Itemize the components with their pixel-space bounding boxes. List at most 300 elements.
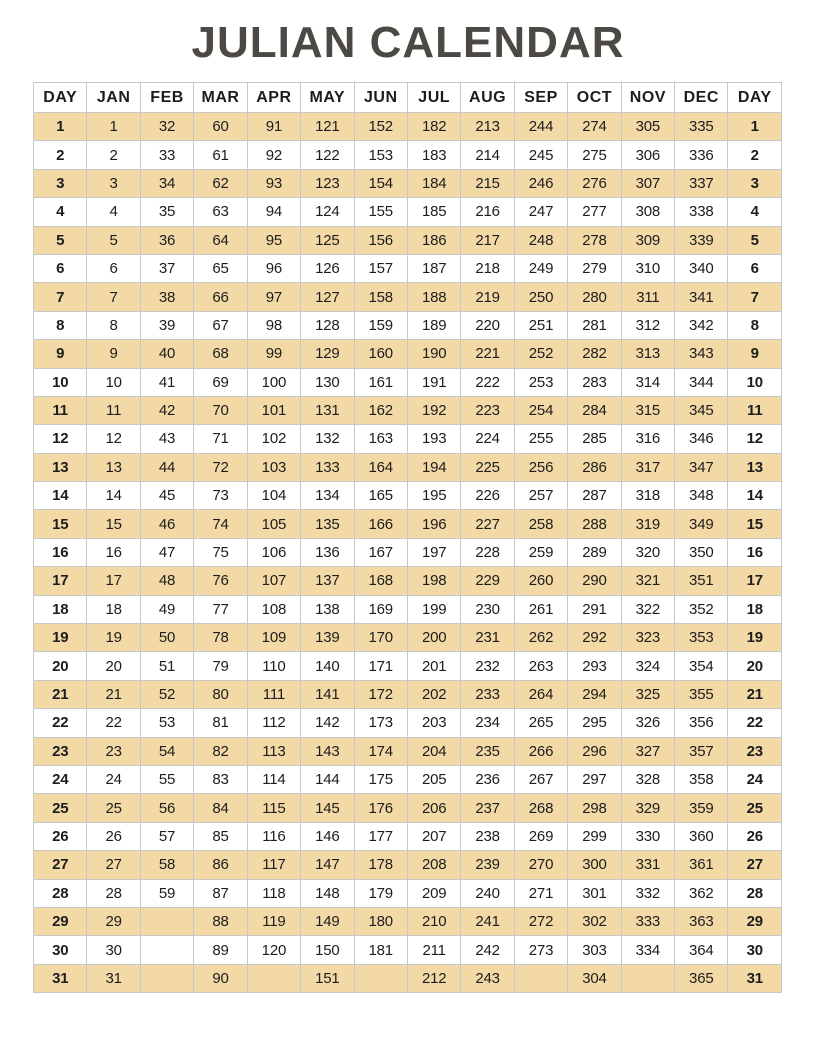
cell-oct-11: 284	[568, 396, 621, 424]
cell-jan-27: 27	[87, 851, 140, 879]
cell-nov-2: 306	[621, 141, 674, 169]
day-cell-right-3: 3	[728, 169, 782, 197]
cell-jul-26: 207	[407, 822, 460, 850]
cell-aug-27: 239	[461, 851, 514, 879]
cell-jun-1: 152	[354, 113, 407, 141]
cell-may-24: 144	[301, 765, 354, 793]
day-cell-right-21: 21	[728, 680, 782, 708]
cell-jan-13: 13	[87, 453, 140, 481]
cell-may-20: 140	[301, 652, 354, 680]
cell-sep-14: 257	[514, 482, 567, 510]
cell-sep-28: 271	[514, 879, 567, 907]
table-row-day-26	[34, 822, 782, 850]
cell-sep-7: 250	[514, 283, 567, 311]
cell-jul-7: 188	[407, 283, 460, 311]
cell-sep-1: 244	[514, 113, 567, 141]
cell-nov-26: 330	[621, 822, 674, 850]
cell-may-25: 145	[301, 794, 354, 822]
cell-jul-16: 197	[407, 538, 460, 566]
cell-jul-1: 182	[407, 113, 460, 141]
cell-may-19: 139	[301, 624, 354, 652]
cell-nov-4: 308	[621, 198, 674, 226]
cell-aug-22: 234	[461, 709, 514, 737]
cell-oct-6: 279	[568, 254, 621, 282]
day-cell-right-10: 10	[728, 368, 782, 396]
cell-jan-15: 15	[87, 510, 140, 538]
header-row	[34, 83, 782, 113]
day-cell-left-22: 22	[34, 709, 87, 737]
cell-apr-14: 104	[247, 482, 300, 510]
cell-mar-20: 79	[194, 652, 247, 680]
cell-mar-15: 74	[194, 510, 247, 538]
cell-oct-9: 282	[568, 340, 621, 368]
cell-nov-17: 321	[621, 567, 674, 595]
cell-nov-6: 310	[621, 254, 674, 282]
cell-aug-7: 219	[461, 283, 514, 311]
cell-sep-27: 270	[514, 851, 567, 879]
column-header-nov: NOV	[621, 83, 674, 113]
cell-oct-3: 276	[568, 169, 621, 197]
page-title: JULIAN CALENDAR	[191, 18, 625, 67]
cell-apr-16: 106	[247, 538, 300, 566]
cell-oct-24: 297	[568, 765, 621, 793]
day-cell-right-8: 8	[728, 311, 782, 339]
cell-feb-1: 32	[140, 113, 193, 141]
cell-apr-25: 115	[247, 794, 300, 822]
cell-jul-22: 203	[407, 709, 460, 737]
cell-nov-28: 332	[621, 879, 674, 907]
cell-jul-11: 192	[407, 396, 460, 424]
cell-nov-5: 309	[621, 226, 674, 254]
cell-jan-14: 14	[87, 482, 140, 510]
cell-oct-16: 289	[568, 538, 621, 566]
cell-mar-23: 82	[194, 737, 247, 765]
cell-jul-2: 183	[407, 141, 460, 169]
cell-feb-13: 44	[140, 453, 193, 481]
cell-may-12: 132	[301, 425, 354, 453]
cell-aug-26: 238	[461, 822, 514, 850]
day-cell-right-23: 23	[728, 737, 782, 765]
julian-table	[33, 82, 782, 993]
cell-nov-14: 318	[621, 482, 674, 510]
cell-may-22: 142	[301, 709, 354, 737]
cell-mar-28: 87	[194, 879, 247, 907]
cell-jun-29: 180	[354, 907, 407, 935]
cell-dec-6: 340	[675, 254, 728, 282]
cell-nov-7: 311	[621, 283, 674, 311]
cell-dec-21: 355	[675, 680, 728, 708]
cell-mar-2: 61	[194, 141, 247, 169]
cell-apr-7: 97	[247, 283, 300, 311]
cell-sep-17: 260	[514, 567, 567, 595]
cell-aug-25: 237	[461, 794, 514, 822]
cell-jun-19: 170	[354, 624, 407, 652]
cell-may-17: 137	[301, 567, 354, 595]
table-row-day-30	[34, 936, 782, 964]
cell-may-6: 126	[301, 254, 354, 282]
day-cell-right-28: 28	[728, 879, 782, 907]
column-header-jun: JUN	[354, 83, 407, 113]
cell-jun-7: 158	[354, 283, 407, 311]
column-header-feb: FEB	[140, 83, 193, 113]
cell-jun-2: 153	[354, 141, 407, 169]
day-cell-right-7: 7	[728, 283, 782, 311]
cell-aug-2: 214	[461, 141, 514, 169]
cell-may-14: 134	[301, 482, 354, 510]
day-cell-right-22: 22	[728, 709, 782, 737]
cell-feb-21: 52	[140, 680, 193, 708]
cell-oct-12: 285	[568, 425, 621, 453]
cell-mar-7: 66	[194, 283, 247, 311]
cell-jun-6: 157	[354, 254, 407, 282]
cell-jan-19: 19	[87, 624, 140, 652]
cell-mar-18: 77	[194, 595, 247, 623]
cell-jul-10: 191	[407, 368, 460, 396]
cell-oct-30: 303	[568, 936, 621, 964]
cell-sep-3: 246	[514, 169, 567, 197]
table-row-day-29	[34, 907, 782, 935]
cell-dec-29: 363	[675, 907, 728, 935]
cell-mar-25: 84	[194, 794, 247, 822]
table-row-day-19	[34, 624, 782, 652]
cell-apr-22: 112	[247, 709, 300, 737]
column-header-sep: SEP	[514, 83, 567, 113]
cell-jul-20: 201	[407, 652, 460, 680]
day-cell-left-5: 5	[34, 226, 87, 254]
cell-jun-27: 178	[354, 851, 407, 879]
table-row-day-9	[34, 340, 782, 368]
table-row-day-4	[34, 198, 782, 226]
cell-sep-16: 259	[514, 538, 567, 566]
cell-feb-3: 34	[140, 169, 193, 197]
cell-jan-18: 18	[87, 595, 140, 623]
cell-sep-5: 248	[514, 226, 567, 254]
cell-nov-3: 307	[621, 169, 674, 197]
cell-aug-19: 231	[461, 624, 514, 652]
cell-mar-30: 89	[194, 936, 247, 964]
table-row-day-14	[34, 482, 782, 510]
cell-jul-25: 206	[407, 794, 460, 822]
cell-jan-4: 4	[87, 198, 140, 226]
cell-mar-14: 73	[194, 482, 247, 510]
cell-dec-4: 338	[675, 198, 728, 226]
cell-oct-18: 291	[568, 595, 621, 623]
cell-feb-6: 37	[140, 254, 193, 282]
cell-dec-15: 349	[675, 510, 728, 538]
day-cell-right-20: 20	[728, 652, 782, 680]
cell-sep-25: 268	[514, 794, 567, 822]
cell-oct-31: 304	[568, 964, 621, 992]
cell-mar-21: 80	[194, 680, 247, 708]
cell-jun-28: 179	[354, 879, 407, 907]
cell-mar-27: 86	[194, 851, 247, 879]
cell-jan-26: 26	[87, 822, 140, 850]
cell-jan-5: 5	[87, 226, 140, 254]
cell-jul-8: 189	[407, 311, 460, 339]
cell-aug-15: 227	[461, 510, 514, 538]
cell-jul-4: 185	[407, 198, 460, 226]
column-header-apr: APR	[247, 83, 300, 113]
cell-nov-8: 312	[621, 311, 674, 339]
day-cell-left-2: 2	[34, 141, 87, 169]
cell-jan-30: 30	[87, 936, 140, 964]
cell-feb-19: 50	[140, 624, 193, 652]
column-header-oct: OCT	[568, 83, 621, 113]
day-cell-right-24: 24	[728, 765, 782, 793]
cell-may-15: 135	[301, 510, 354, 538]
cell-feb-27: 58	[140, 851, 193, 879]
table-row-day-3	[34, 169, 782, 197]
cell-may-1: 121	[301, 113, 354, 141]
column-header-day-left: DAY	[34, 83, 87, 113]
table-row-day-25	[34, 794, 782, 822]
cell-may-9: 129	[301, 340, 354, 368]
cell-feb-10: 41	[140, 368, 193, 396]
day-cell-right-31: 31	[728, 964, 782, 992]
cell-jan-22: 22	[87, 709, 140, 737]
cell-jul-29: 210	[407, 907, 460, 935]
cell-feb-24: 55	[140, 765, 193, 793]
cell-jan-12: 12	[87, 425, 140, 453]
cell-nov-25: 329	[621, 794, 674, 822]
day-cell-left-31: 31	[34, 964, 87, 992]
cell-jan-17: 17	[87, 567, 140, 595]
cell-jan-10: 10	[87, 368, 140, 396]
day-cell-right-14: 14	[728, 482, 782, 510]
day-cell-right-26: 26	[728, 822, 782, 850]
cell-feb-11: 42	[140, 396, 193, 424]
column-header-aug: AUG	[461, 83, 514, 113]
cell-nov-18: 322	[621, 595, 674, 623]
cell-apr-28: 118	[247, 879, 300, 907]
cell-nov-23: 327	[621, 737, 674, 765]
cell-mar-10: 69	[194, 368, 247, 396]
cell-dec-12: 346	[675, 425, 728, 453]
cell-feb-23: 54	[140, 737, 193, 765]
cell-jun-5: 156	[354, 226, 407, 254]
cell-nov-12: 316	[621, 425, 674, 453]
cell-aug-17: 229	[461, 567, 514, 595]
cell-mar-16: 75	[194, 538, 247, 566]
table-row-day-2	[34, 141, 782, 169]
cell-feb-25: 56	[140, 794, 193, 822]
cell-oct-13: 286	[568, 453, 621, 481]
table-row-day-5	[34, 226, 782, 254]
cell-jan-20: 20	[87, 652, 140, 680]
cell-apr-18: 108	[247, 595, 300, 623]
cell-jun-20: 171	[354, 652, 407, 680]
cell-jun-3: 154	[354, 169, 407, 197]
cell-dec-27: 361	[675, 851, 728, 879]
table-row-day-1	[34, 113, 782, 141]
cell-aug-4: 216	[461, 198, 514, 226]
cell-oct-27: 300	[568, 851, 621, 879]
day-cell-left-18: 18	[34, 595, 87, 623]
cell-dec-26: 360	[675, 822, 728, 850]
cell-jun-4: 155	[354, 198, 407, 226]
cell-jun-8: 159	[354, 311, 407, 339]
cell-jul-15: 196	[407, 510, 460, 538]
cell-dec-30: 364	[675, 936, 728, 964]
cell-apr-29: 119	[247, 907, 300, 935]
cell-jan-24: 24	[87, 765, 140, 793]
cell-aug-5: 217	[461, 226, 514, 254]
cell-dec-23: 357	[675, 737, 728, 765]
cell-may-29: 149	[301, 907, 354, 935]
day-cell-right-30: 30	[728, 936, 782, 964]
cell-nov-16: 320	[621, 538, 674, 566]
cell-dec-24: 358	[675, 765, 728, 793]
cell-nov-10: 314	[621, 368, 674, 396]
day-cell-left-16: 16	[34, 538, 87, 566]
cell-apr-5: 95	[247, 226, 300, 254]
cell-oct-26: 299	[568, 822, 621, 850]
cell-mar-5: 64	[194, 226, 247, 254]
day-cell-right-19: 19	[728, 624, 782, 652]
day-cell-right-15: 15	[728, 510, 782, 538]
cell-jan-16: 16	[87, 538, 140, 566]
cell-jan-8: 8	[87, 311, 140, 339]
cell-dec-2: 336	[675, 141, 728, 169]
cell-feb-16: 47	[140, 538, 193, 566]
julian-table-header	[34, 83, 782, 113]
table-row-day-20	[34, 652, 782, 680]
cell-jun-11: 162	[354, 396, 407, 424]
cell-aug-28: 240	[461, 879, 514, 907]
cell-sep-9: 252	[514, 340, 567, 368]
cell-oct-15: 288	[568, 510, 621, 538]
day-cell-right-4: 4	[728, 198, 782, 226]
day-cell-left-21: 21	[34, 680, 87, 708]
cell-sep-4: 247	[514, 198, 567, 226]
cell-may-5: 125	[301, 226, 354, 254]
cell-nov-19: 323	[621, 624, 674, 652]
cell-aug-1: 213	[461, 113, 514, 141]
cell-apr-17: 107	[247, 567, 300, 595]
cell-may-8: 128	[301, 311, 354, 339]
cell-sep-30: 273	[514, 936, 567, 964]
cell-apr-2: 92	[247, 141, 300, 169]
day-cell-left-20: 20	[34, 652, 87, 680]
cell-oct-10: 283	[568, 368, 621, 396]
cell-aug-18: 230	[461, 595, 514, 623]
cell-dec-17: 351	[675, 567, 728, 595]
cell-sep-21: 264	[514, 680, 567, 708]
cell-dec-16: 350	[675, 538, 728, 566]
cell-feb-15: 46	[140, 510, 193, 538]
cell-jan-31: 31	[87, 964, 140, 992]
cell-sep-29: 272	[514, 907, 567, 935]
cell-sep-11: 254	[514, 396, 567, 424]
cell-aug-30: 242	[461, 936, 514, 964]
cell-sep-24: 267	[514, 765, 567, 793]
cell-aug-3: 215	[461, 169, 514, 197]
day-cell-left-25: 25	[34, 794, 87, 822]
cell-jun-16: 167	[354, 538, 407, 566]
day-cell-left-26: 26	[34, 822, 87, 850]
day-cell-right-11: 11	[728, 396, 782, 424]
cell-oct-28: 301	[568, 879, 621, 907]
cell-may-13: 133	[301, 453, 354, 481]
cell-jun-26: 177	[354, 822, 407, 850]
cell-apr-13: 103	[247, 453, 300, 481]
cell-dec-11: 345	[675, 396, 728, 424]
cell-oct-21: 294	[568, 680, 621, 708]
cell-may-16: 136	[301, 538, 354, 566]
cell-may-28: 148	[301, 879, 354, 907]
cell-aug-16: 228	[461, 538, 514, 566]
cell-jun-14: 165	[354, 482, 407, 510]
cell-nov-15: 319	[621, 510, 674, 538]
cell-feb-28: 59	[140, 879, 193, 907]
cell-nov-11: 315	[621, 396, 674, 424]
cell-may-26: 146	[301, 822, 354, 850]
table-row-day-18	[34, 595, 782, 623]
cell-oct-1: 274	[568, 113, 621, 141]
table-row-day-8	[34, 311, 782, 339]
cell-aug-29: 241	[461, 907, 514, 935]
cell-may-27: 147	[301, 851, 354, 879]
cell-sep-31	[514, 964, 567, 992]
column-header-mar: MAR	[194, 83, 247, 113]
cell-oct-17: 290	[568, 567, 621, 595]
day-cell-left-19: 19	[34, 624, 87, 652]
cell-apr-1: 91	[247, 113, 300, 141]
julian-table-body	[34, 113, 782, 993]
cell-feb-14: 45	[140, 482, 193, 510]
column-header-jan: JAN	[87, 83, 140, 113]
cell-jul-18: 199	[407, 595, 460, 623]
cell-jan-11: 11	[87, 396, 140, 424]
cell-dec-25: 359	[675, 794, 728, 822]
day-cell-left-14: 14	[34, 482, 87, 510]
cell-oct-23: 296	[568, 737, 621, 765]
day-cell-left-7: 7	[34, 283, 87, 311]
cell-dec-22: 356	[675, 709, 728, 737]
cell-sep-15: 258	[514, 510, 567, 538]
cell-sep-12: 255	[514, 425, 567, 453]
cell-jul-27: 208	[407, 851, 460, 879]
cell-mar-19: 78	[194, 624, 247, 652]
cell-feb-29	[140, 907, 193, 935]
cell-apr-8: 98	[247, 311, 300, 339]
cell-aug-10: 222	[461, 368, 514, 396]
day-cell-right-18: 18	[728, 595, 782, 623]
day-cell-left-27: 27	[34, 851, 87, 879]
cell-feb-30	[140, 936, 193, 964]
cell-nov-1: 305	[621, 113, 674, 141]
cell-jun-9: 160	[354, 340, 407, 368]
cell-jan-3: 3	[87, 169, 140, 197]
cell-oct-22: 295	[568, 709, 621, 737]
cell-jan-28: 28	[87, 879, 140, 907]
cell-jul-31: 212	[407, 964, 460, 992]
cell-jun-30: 181	[354, 936, 407, 964]
cell-jul-14: 195	[407, 482, 460, 510]
day-cell-right-25: 25	[728, 794, 782, 822]
cell-oct-8: 281	[568, 311, 621, 339]
cell-mar-11: 70	[194, 396, 247, 424]
day-cell-right-5: 5	[728, 226, 782, 254]
day-cell-right-13: 13	[728, 453, 782, 481]
cell-may-3: 123	[301, 169, 354, 197]
cell-feb-8: 39	[140, 311, 193, 339]
day-cell-left-9: 9	[34, 340, 87, 368]
cell-nov-30: 334	[621, 936, 674, 964]
cell-jul-5: 186	[407, 226, 460, 254]
cell-apr-24: 114	[247, 765, 300, 793]
table-row-day-16	[34, 538, 782, 566]
